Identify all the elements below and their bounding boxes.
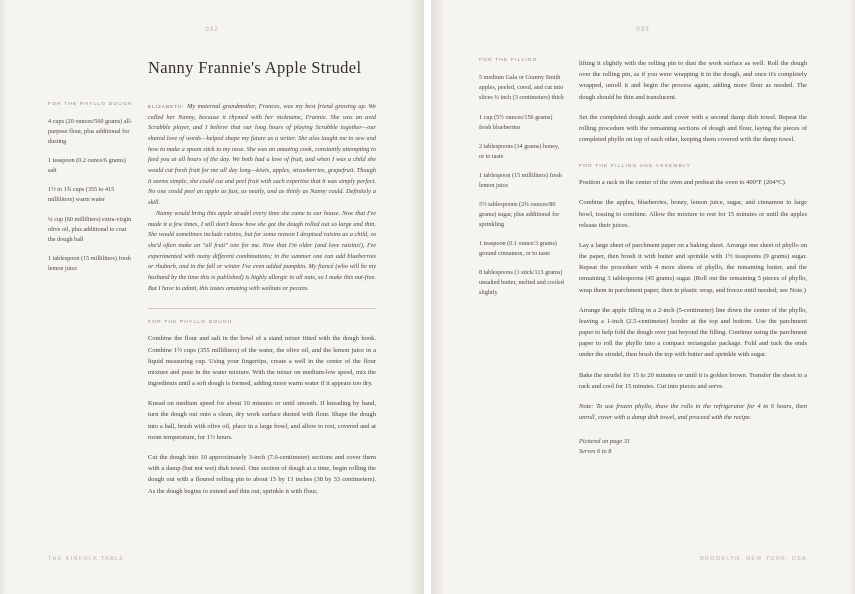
- section-spacer: [579, 154, 807, 164]
- ingredient-item: 2 tablespoons (14 grams) honey, or to taste: [479, 142, 560, 160]
- filling-assembly-heading: FOR THE FILLING AND ASSEMBLY: [579, 164, 691, 170]
- recipe-note-text: To use frozen phyllo, thaw the rolls in the refrigerator for 4 to 6 hours, then unroll, cover with a damp dish towel, and proceed with the recipe.: [579, 402, 807, 422]
- right-page-footer: BROOKLYN, NEW YORK, USA: [700, 556, 807, 562]
- left-page-content: [48, 58, 376, 542]
- page-gutter: [424, 0, 431, 594]
- ingredient-item: 1½ to 1¾ cups (355 to 415 milliliters) warm water: [48, 186, 115, 204]
- phyllo-ingredients-heading: FOR THE PHYLLO DOUGH: [48, 101, 133, 107]
- left-page-columns: [48, 102, 376, 497]
- assembly-paragraph: Position a rack in the center of the oven and preheat the oven to 400°F (204°C).: [579, 179, 787, 187]
- ingredient-item: 5 medium Gala or Granny Smith apples, peeled, cored, and cut into slices ¼ inch (3 centimeters) thick: [479, 74, 564, 102]
- ingredient-item: 8 tablespoons (1 stick/113 grams) unsalted butter, melted and cooled slightly: [479, 269, 564, 297]
- method-paragraph: Set the completed dough aside and cover with a second damp dish towel. Repeat the rolling procedure with the remaining sections of dough and flour, laying the pieces of completed phyllo on top of each other, keeping them covered with the damp towel.: [579, 113, 807, 144]
- left-page-folio: 032: [205, 26, 219, 33]
- method-paragraph: Cut the dough into 10 approximately 3-inch (7.6-centimeter) sections and cover them with a damp (but not wet) dish towel. One section of dough at a time, begin rolling the dough out with a floured rolling pin to about 15 by 13 inches (38 by 33 centimeters). As the dough begins to extend and thin out, sprinkle it with flour,: [148, 454, 376, 495]
- ingredient-item: 5½ tablespoons (2¾ ounces/80 grams) sugar, plus additional for sprinkling: [479, 200, 560, 228]
- recipe-title: Nanny Frannie's Apple Strudel: [148, 58, 362, 77]
- essay-paragraph: [148, 102, 376, 209]
- ingredient-item: ¼ cup (60 milliliters) extra-virgin olive oil, plus additional to coat the dough ball: [48, 215, 132, 243]
- right-page: [431, 0, 855, 594]
- assembly-paragraph: Bake the strudel for 15 to 20 minutes or until it is golden brown. Transfer the sheet to a rack and cool for 15 minutes. Cut into pieces and serve.: [579, 371, 807, 390]
- left-page-footer: THE KINFOLK TABLE: [48, 556, 125, 562]
- ingredient-item: 1 cup (5½ ounces/156 grams) fresh blueberries: [479, 113, 553, 131]
- section-divider: [148, 308, 376, 309]
- ingredient-item: 1 teaspoon (0.1 ounce/3 grams) ground cinnamon, or to taste: [479, 239, 557, 257]
- recipe-note: [579, 401, 807, 423]
- essay-paragraph: Nanny would bring this apple strudel every time she came to our house. Now that I've made it a few times, I still don't know how she got the dough rolled out so large and thin. She would sometimes include raisins, but for some reason I despised raisins as a child, so she'd often make an "all fruit" one for me. Now that I'm older (and love raisins!), I've experimented with many different combinations; in the summer one can add blueberries or rhubarb, and in the fall or winter I've even added pumpkin. My fiancé (who will be my husband by the time this is published) is highly allergic to all nuts, so I make this nut-free. But I have to admit, this tastes amazing with walnuts or pecans.: [148, 209, 376, 292]
- essay-byline: ELIZABETH:: [148, 103, 185, 109]
- recipe-note-label: Note:: [579, 402, 594, 410]
- assembly-paragraph: Lay a large sheet of parchment paper on a baking sheet. Arrange one sheet of phyllo on the paper, then brush it with butter and sprinkle with 1½ teaspoons (9 grams) sugar. Repeat the procedure with 4 more sheets of phyllo, the remaining butter, and the remaining 3 tablespoons (45 grams) sugar. (Roll out the remaining 5 pieces of phyllo, wrap them in parchment paper, then in plastic wrap, and freeze until needed; see Note.): [579, 241, 807, 294]
- right-page-folio: 033: [636, 26, 650, 33]
- method-paragraph: Knead on medium speed for about 10 minutes or until smooth. If kneading by hand, turn the dough out onto a clean, dry work surface dusted with flour. Shape the dough into a ball, brush with olive oil, place in a large bowl, and allow to rest, covered and at room temperature, for 1½ hours.: [148, 400, 376, 441]
- filling-ingredients-column: [479, 58, 575, 458]
- recipe-meta: [579, 437, 807, 457]
- left-page-body-column: [144, 102, 376, 497]
- filling-ingredients-heading: FOR THE FILLING: [479, 58, 538, 63]
- right-page-body-column: [575, 58, 807, 458]
- pictured-on-page: Pictured on page 31: [579, 438, 631, 446]
- assembly-paragraph: Arrange the apple filling in a 2-inch (5-centimeter) line down the center of the phyllo, leaving a 1-inch (2.5-centimeter) border at the top and bottom. Use the parchment paper to help fold the dough over just beyond the filling. Continue using the parchment paper to roll the phyllo into a compact rectangular package. Fold and tuck the ends under the strudel, then brush the top with butter and sprinkle with sugar.: [579, 306, 807, 359]
- left-page: [0, 0, 424, 594]
- phyllo-ingredients-column: [48, 102, 144, 497]
- phyllo-method-heading: FOR THE PHYLLO DOUGH: [148, 320, 233, 326]
- method-paragraph: Combine the flour and salt in the bowl of a stand mixer fitted with the dough hook. Combine 1½ cups (355 milliliters) of the water, the olive oil, and the lemon juice in a liquid measuring cup. Using your fingertips, create a well in the center of the flour mixture and pour in the water mixture. With the mixer on medium-low speed, mix the ingredients until a soft dough is formed, adding more warm water if it appears too dry.: [148, 335, 376, 388]
- ingredient-item: 1 tablespoon (15 milliliters) fresh lemon juice: [479, 171, 562, 189]
- ingredient-item: 4 cups (20 ounces/560 grams) all-purpose flour, plus additional for dusting: [48, 118, 133, 146]
- assembly-paragraph: Combine the apples, blueberries, honey, lemon juice, sugar, and cinnamon in large bowl, tossing to combine. Allow the mixture to rest for 15 minutes or until the apples release their juices.: [579, 199, 807, 229]
- ingredient-item: 1 teaspoon (0.2 ounce/6 grams) salt: [48, 157, 126, 175]
- right-page-content: [479, 58, 807, 542]
- ingredient-item: 1 tablespoon (15 milliliters) fresh lemon juice: [48, 254, 131, 272]
- serves-line: Serves 6 to 8: [579, 448, 612, 456]
- method-paragraph: lifting it slightly with the rolling pin to dust the work surface as well. Roll the dough over the rolling pin, as if you were wrapping it in the dough, and once it's completely wrapped, unroll it and begin the process again, adding more flour as needed. The dough should be thin and translucent.: [579, 60, 807, 101]
- essay-paragraph-text: My maternal grandmother, Frances, was my best friend growing up. We called her Nanny, because it rhymed with her nickname, Frannie. She was an avid Scrabble player, and I believe that our long hours of playing Scrabble together—our shared love of words—helped shape my future as a writer. She also taught me to sew and how to make a spoon stick to my nose. She was an amazing cook, constantly attempting to feed you at all hours of the day. We both had a love of fruit, and when I was a child she would cut fresh fruit for me all day long—kiwis, apples, strawberries, grapefruit. Though it seems simple, she could cut and peel fruit with such expertise that it was simply perfect. No one could peel an apple as fast, as neatly, and as thinly as Nanny could. Definitely a skill.: [148, 102, 377, 207]
- right-page-columns: [479, 58, 807, 458]
